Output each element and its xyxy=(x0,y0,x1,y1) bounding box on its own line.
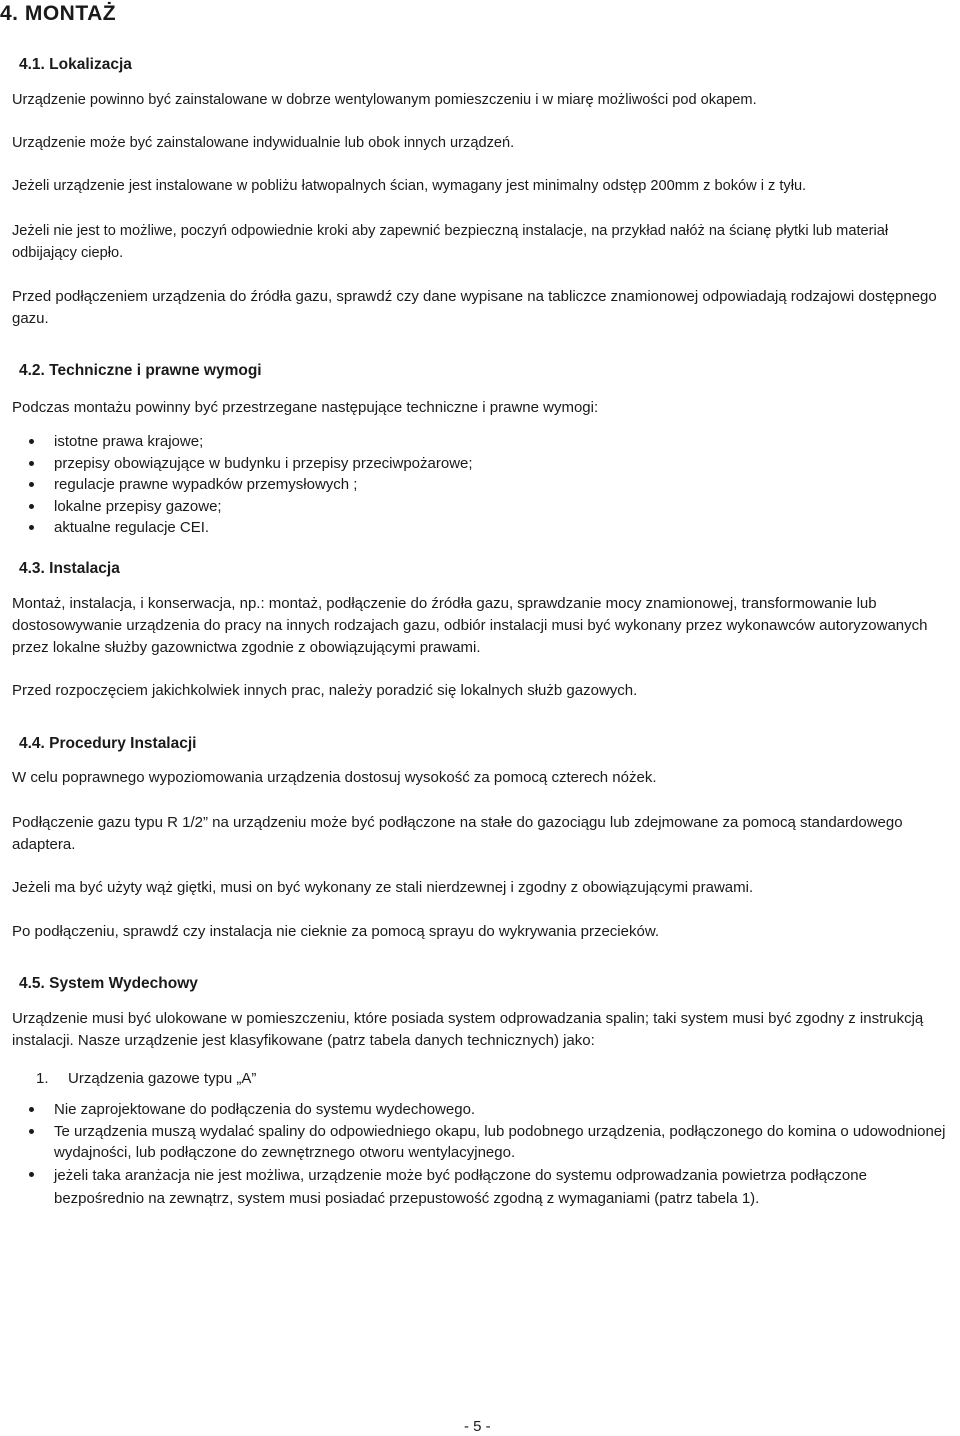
paragraph: Jeżeli urządzenie jest instalowane w pobliżu łatwopalnych ścian, wymagany jest minimalny odstęp 200mm z boków i z tyłu. xyxy=(12,178,807,194)
section-heading-4-1: 4.1. Lokalizacja xyxy=(19,56,132,73)
paragraph: Urządzenie może być zainstalowane indywidualnie lub obok innych urządzeń. xyxy=(12,135,515,151)
page-number: - 5 - xyxy=(464,1418,491,1435)
section-heading-4-2: 4.2. Techniczne i prawne wymogi xyxy=(19,362,262,379)
list-item: Nie zaprojektowane do podłączenia do systemu wydechowego. xyxy=(12,1099,956,1121)
paragraph: Montaż, instalacja, i konserwacja, np.: montaż, podłączenie do źródła gazu, sprawdzanie mocy znamionowej, transformowanie lub dostosowywanie urządzenia do pracy na innych rodzajach gazu, odbiór instalacji musi być wykonany przez wykonawców autoryzowanych przez lokalne służby gazownictwa zgodnie z obowiązującymi prawami. xyxy=(12,595,928,656)
requirements-list xyxy=(12,431,956,539)
paragraph: Jeżeli nie jest to możliwe, poczyń odpowiednie kroki aby zapewnić bezpieczną instalacje, na przykład nałóż na ścianę płytki lub materiał odbijający ciepło. xyxy=(12,223,889,261)
paragraph: Po podłączeniu, sprawdź czy instalacja nie cieknie za pomocą sprayu do wykrywania przecieków. xyxy=(12,923,659,940)
paragraph: Urządzenie powinno być zainstalowane w dobrze wentylowanym pomieszczeniu i w miarę możliwości pod okapem. xyxy=(12,92,757,108)
page-title: 4. MONTAŻ xyxy=(0,2,117,25)
list-item: przepisy obowiązujące w budynku i przepisy przeciwpożarowe; xyxy=(12,453,956,475)
list-item: jeżeli taka aranżacja nie jest możliwa, urządzenie może być podłączone do systemu odprowadzania powietrza podłączone bezpośrednio na zewnątrz, system musi posiadać przepustowość zgodną z wymaganiami (patrz tabela 1). xyxy=(12,1164,956,1210)
section-heading-4-5: 4.5. System Wydechowy xyxy=(19,975,198,992)
paragraph: Przed podłączeniem urządzenia do źródła gazu, sprawdź czy dane wypisane na tabliczce znamionowej odpowiadają rodzajowi dostępnego gazu. xyxy=(12,288,937,327)
item-text: Urządzenia gazowe typu „A” xyxy=(68,1070,257,1087)
list-item: Te urządzenia muszą wydalać spaliny do odpowiedniego okapu, lub podobnego urządzenia, podłączonego do komina o udowodnionej wydajności, lub podłączone do zewnętrznego otworu wentylacyjnego. xyxy=(12,1121,956,1164)
numbered-item xyxy=(36,1068,256,1090)
list-item: lokalne przepisy gazowe; xyxy=(12,496,956,518)
paragraph: Przed rozpoczęciem jakichkolwiek innych prac, należy poradzić się lokalnych służb gazowych. xyxy=(12,682,638,699)
section-heading-4-4: 4.4. Procedury Instalacji xyxy=(19,735,197,752)
paragraph: Jeżeli ma być użyty wąż giętki, musi on być wykonany ze stali nierdzewnej i zgodny z obowiązującymi prawami. xyxy=(12,879,754,896)
paragraph: W celu poprawnego wypoziomowania urządzenia dostosuj wysokość za pomocą czterech nóżek. xyxy=(12,769,657,786)
list-item: aktualne regulacje CEI. xyxy=(12,517,956,539)
paragraph: Podczas montażu powinny być przestrzegane następujące techniczne i prawne wymogi: xyxy=(12,399,599,416)
paragraph: Podłączenie gazu typu R 1/2” na urządzeniu może być podłączone na stałe do gazociągu lub zdejmowane za pomocą standardowego adaptera. xyxy=(12,814,903,853)
list-item: istotne prawa krajowe; xyxy=(12,431,956,453)
item-number: 1. xyxy=(36,1070,49,1087)
list-item: regulacje prawne wypadków przemysłowych ; xyxy=(12,474,956,496)
section-heading-4-3: 4.3. Instalacja xyxy=(19,560,120,577)
paragraph: Urządzenie musi być ulokowane w pomieszczeniu, które posiada system odprowadzania spalin; taki system musi być zgodny z instrukcją instalacji. Nasze urządzenie jest klasyfikowane (patrz tabela danych technicznych) jako: xyxy=(12,1010,924,1049)
exhaust-list xyxy=(12,1099,956,1210)
